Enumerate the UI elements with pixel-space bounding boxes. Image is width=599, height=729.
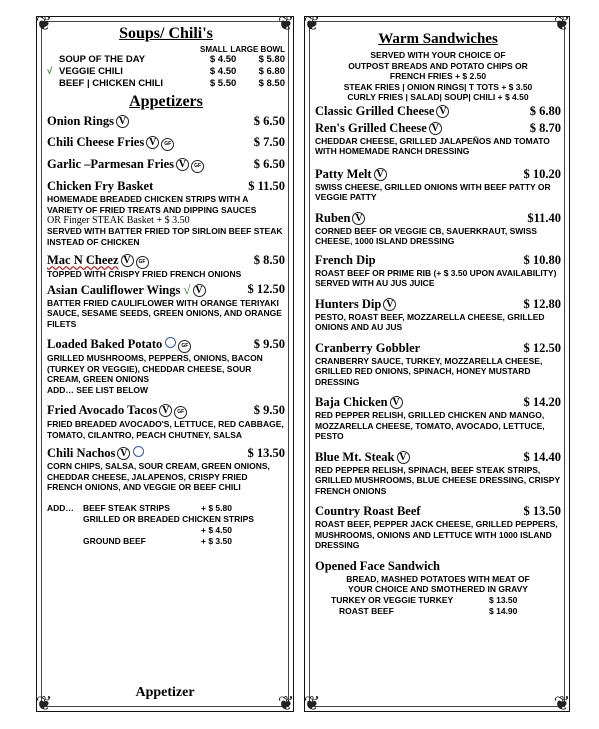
vegetarian-icon: V (429, 122, 442, 135)
menu-item-cranberry-gobbler: Cranberry Gobbler $ 12.50 CRANBERRY SAUCE, TURKEY, MOZZARELLA CHEESE, GRILLED RED ONIONS, SPINACH, HONEY MUSTARD DRESSING (315, 340, 561, 387)
menu-item-asian-cauliflower: Asian Cauliflower Wings √ V $ 12.50 BATTER FRIED CAULIFLOWER WITH ORANGE TERIYAKI SAUCE, SESAME SEEDS, GREEN ONIONS, AND ORANGE FILETS (47, 281, 285, 329)
ornament-icon: ❦ (35, 693, 53, 715)
vegetarian-icon: V (374, 168, 387, 181)
ornament-icon: ❦ (277, 13, 295, 35)
ornament-icon: ❦ (35, 13, 53, 35)
footer-label: Appetizer (135, 685, 195, 700)
check-icon: √ (183, 281, 191, 297)
soups-title: Soups/ Chili's (119, 25, 213, 42)
menu-item-hunters-dip: Hunters Dip V $ 12.80 PESTO, ROAST BEEF, MOZZARELLA CHEESE, GRILLED ONIONS AND AU JUS (315, 296, 561, 332)
menu-item-classic-grilled-cheese: Classic Grilled Cheese V $ 6.80 (315, 103, 561, 118)
soup-row: √ VEGGIE CHILI $ 4.50 $ 6.80 (47, 66, 285, 77)
vegetarian-icon: V (116, 115, 129, 128)
vegetarian-icon: V (117, 447, 130, 460)
gluten-free-icon: GF (174, 406, 187, 419)
vegetarian-icon: V (193, 284, 206, 297)
soup-row: SOUP OF THE DAY $ 4.50 $ 5.80 (59, 54, 285, 65)
menu-item-rens-grilled-cheese: Ren's Grilled Cheese V $ 8.70 CHEDDAR CHEESE, GRILLED JALAPEÑOS AND TOMATO WITH HOMEMADE RANCH DRESSING (315, 120, 561, 156)
sandwiches-panel (303, 13, 571, 715)
vegetarian-icon: V (352, 212, 365, 225)
menu-item-chicken-fry: Chicken Fry Basket $ 11.50 HOMEMADE BREADED CHICKEN STRIPS WITH A VARIETY OF FRIED TREATS AND DIPPING SAUCES OR Finger STEAK Basket + $ 3.50 SERVED WITH BATTER FRIED TOP SIRLOIN BEEF STEAK INSTEAD OF CHICKEN (47, 179, 285, 247)
intro-line: OUTPOST BREADS AND POTATO CHIPS OR (348, 60, 528, 71)
vegetarian-icon: V (159, 404, 172, 417)
ornament-icon: ❦ (277, 693, 295, 715)
vegetarian-icon: V (397, 451, 410, 464)
soup-column-headers (47, 45, 285, 54)
menu-item-garlic-fries: Garlic –Parmesan Fries V GF $ 6.50 (47, 157, 285, 171)
ornament-icon: ❦ (553, 693, 571, 715)
soup-row: BEEF | CHICKEN CHILI $ 5.50 $ 8.50 (59, 78, 285, 89)
appetizers-title: Appetizers (129, 93, 203, 110)
menu-item-onion-rings: Onion Rings V $ 6.50 (47, 114, 285, 128)
sandwiches-title: Warm Sandwiches (378, 31, 498, 47)
add-ons-list: ADD… BEEF STEAK STRIPS + $ 5.80 GRILLED OR BREADED CHICKEN STRIPS + $ 4.50 GROUND BEEF + $ 3.50 (47, 502, 254, 546)
intro-line: FRENCH FRIES + $ 2.50 (389, 71, 487, 81)
vegetarian-icon: V (121, 254, 134, 267)
vegetarian-icon: V (176, 158, 189, 171)
menu-item-country-roast-beef: Country Roast Beef $ 13.50 ROAST BEEF, PEPPER JACK CHEESE, GRILLED PEPPERS, MUSHROOMS, ONIONS AND LETTUCE WITH 1000 ISLAND DRESSING (315, 504, 561, 550)
circle-icon (165, 337, 176, 348)
vegetarian-icon: V (146, 136, 159, 149)
check-icon: √ (47, 66, 53, 77)
gluten-free-icon: GF (178, 340, 191, 353)
col-large: LARGE BOWL (230, 45, 285, 54)
intro-line: CURLY FRIES | SALAD| SOUP| CHILI + $ 4.50 (347, 92, 529, 102)
gluten-free-icon: GF (191, 160, 204, 173)
appetizers-panel (35, 13, 295, 715)
gluten-free-icon: GF (161, 138, 174, 151)
vegetarian-icon: V (383, 298, 396, 311)
menu-item-ruben: Ruben V $11.40 CORNED BEEF OR VEGGIE CB, SAUERKRAUT, SWISS CHEESE, 1000 ISLAND DRESSING (315, 210, 561, 246)
menu-item-chili-cheese-fries: Chili Cheese Fries V GF $ 7.50 (47, 135, 285, 149)
circle-icon (133, 446, 144, 457)
intro-line: STEAK FRIES | ONION RINGS| T TOTS + $ 3.50 (343, 81, 533, 92)
vegetarian-icon: V (390, 396, 403, 409)
ornament-icon: ❦ (303, 693, 321, 715)
intro-line: SERVED WITH YOUR CHOICE OF (370, 50, 506, 60)
menu-item-baja-chicken: Baja Chicken V $ 14.20 RED PEPPER RELISH, GRILLED CHICKEN AND MANGO, MOZZARELLA CHEESE, TOMATO, AVOCADO, LETTUCE, PESTO (315, 395, 561, 441)
menu-item-mac-n-cheez: Mac N Cheez V GF $ 8.50 TOPPED WITH CRISPY FRIED FRENCH ONIONS (47, 253, 285, 279)
ornament-icon: ❦ (553, 13, 571, 35)
vegetarian-icon: V (436, 105, 449, 118)
menu-item-blue-mt-steak: Blue Mt. Steak V $ 14.40 RED PEPPER RELISH, SPINACH, BEEF STEAK STRIPS, GRILLED MUSHROOMS, BLUE CHEESE DRESSING, CRISPY FRENCH ONIONS (315, 449, 561, 496)
menu-item-patty-melt: Patty Melt V $ 10.20 SWISS CHEESE, GRILLED ONIONS WITH BEEF PATTY OR VEGGIE PATTY (315, 166, 561, 202)
ornament-icon: ❦ (303, 13, 321, 35)
gluten-free-icon: GF (136, 256, 149, 269)
menu-item-loaded-potato: Loaded Baked Potato GF $ 9.50 GRILLED MUSHROOMS, PEPPERS, ONIONS, BACON (TURKEY OR VEGGIE), CHEDDAR CHEESE, SOUR CREAM, GREEN ONIONS ADD… SEE LIST BELOW (47, 337, 285, 395)
menu-item-french-dip: French Dip $ 10.80 ROAST BEEF OR PRIME RIB (+ $ 3.50 UPON AVAILABILITY) SERVED WITH AU JUS JUICE (315, 252, 561, 288)
col-small: SMALL (200, 45, 228, 54)
menu-item-open-face-sandwich: Opened Face Sandwich BREAD, MASHED POTATOES WITH MEAT OF YOUR CHOICE AND SMOTHERED IN GRAVY TURKEY OR VEGGIE TURKEY $ 13.50 ROAST BEEF $ 14.90 (315, 558, 530, 616)
menu-item-chili-nachos: Chili Nachos V $ 13.50 CORN CHIPS, SALSA, SOUR CREAM, GREEN ONIONS, CHEDDAR CHEESE, JALAPENOS, CRISPY FRIED FRENCH ONIONS, AND VEGGIE OR BEEF CHILI (47, 446, 285, 492)
menu-item-avocado-tacos: Fried Avocado Tacos V GF $ 9.50 FRIED BREADED AVOCADO'S, LETTUCE, RED CABBAGE, TOMATO, CILANTRO, PEACH CHUTNEY, SALSA (47, 403, 285, 440)
